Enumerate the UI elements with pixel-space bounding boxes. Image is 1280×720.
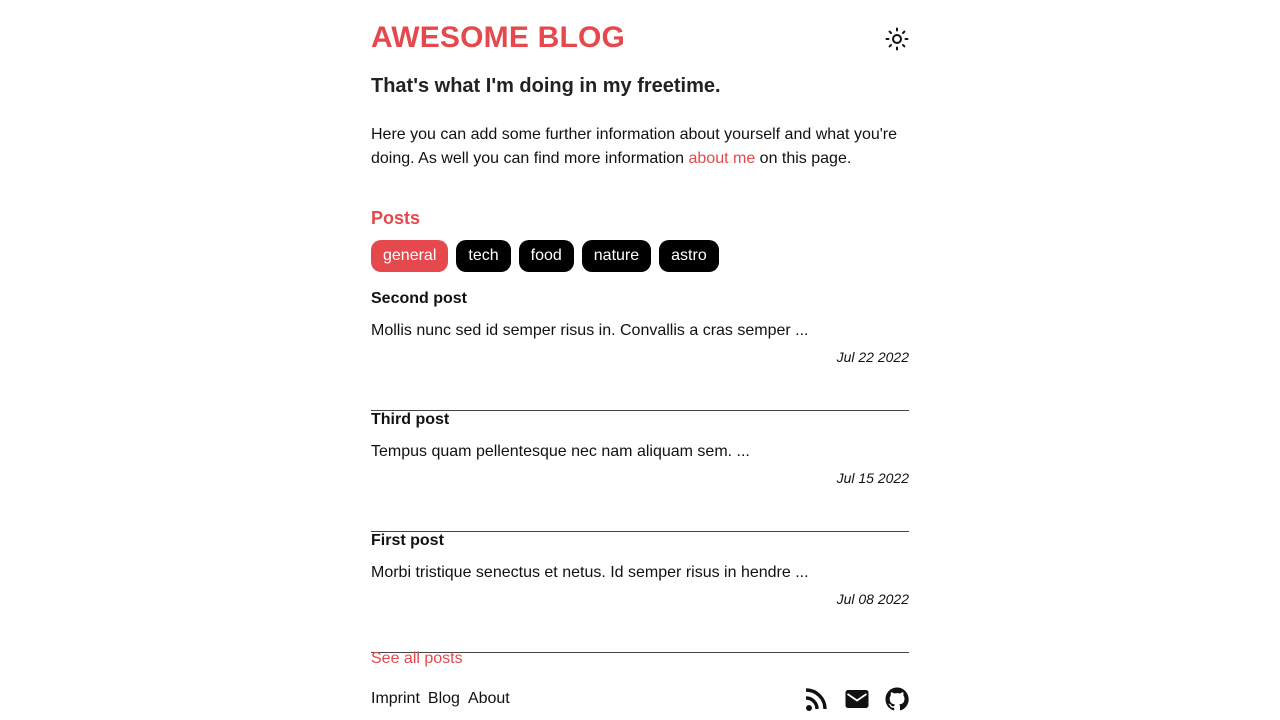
site-header [371,18,909,58]
post-title-link[interactable]: First post [371,532,444,549]
github-link[interactable] [885,686,909,712]
post-title-link[interactable]: Third post [371,411,450,428]
footer-link-imprint[interactable]: Imprint [371,690,420,707]
mail-link[interactable] [845,686,869,712]
post-date: Jul 15 2022 [836,470,909,486]
post-excerpt: Tempus quam pellentesque nec nam aliquam sem. ... [371,443,750,460]
posts-heading: Posts [371,208,421,228]
intro-text-end: on this page. [755,150,852,167]
post-excerpt: Morbi tristique senectus et netus. Id semper risus in hendre ... [371,564,809,581]
post-item [371,411,909,532]
theme-toggle-button[interactable] [885,27,909,51]
tag-general[interactable]: general [371,240,448,272]
tag-nature[interactable]: nature [582,240,651,272]
rss-link[interactable] [805,686,829,712]
tag-filter-list [371,240,719,272]
tag-astro[interactable]: astro [659,240,719,272]
post-title-link[interactable]: Second post [371,290,468,307]
footer-link-about[interactable]: About [467,690,510,707]
page-tagline: That's what I'm doing in my freetime. [371,75,721,97]
site-title[interactable]: AWESOME BLOG [371,21,626,54]
tag-tech[interactable]: tech [456,240,510,272]
post-item [371,290,909,411]
post-date: Jul 22 2022 [836,349,909,365]
page-container [371,0,909,720]
post-item [371,532,909,653]
tag-food[interactable]: food [519,240,574,272]
footer-nav [371,690,510,708]
sun-icon [885,27,909,51]
intro-text [371,123,909,171]
about-me-link[interactable]: about me [688,150,756,167]
social-links [805,686,909,712]
see-all-posts-link[interactable]: See all posts [371,650,463,667]
post-excerpt: Mollis nunc sed id semper risus in. Convallis a cras semper ... [371,322,809,339]
rss-icon [805,686,829,712]
footer-link-blog[interactable]: Blog [427,690,460,707]
post-date: Jul 08 2022 [836,591,909,607]
intro-text-start: Here you can add some further information about yourself and what you're doing. As well you can find more information [371,126,898,167]
github-icon [885,686,909,712]
mail-icon [845,686,869,712]
